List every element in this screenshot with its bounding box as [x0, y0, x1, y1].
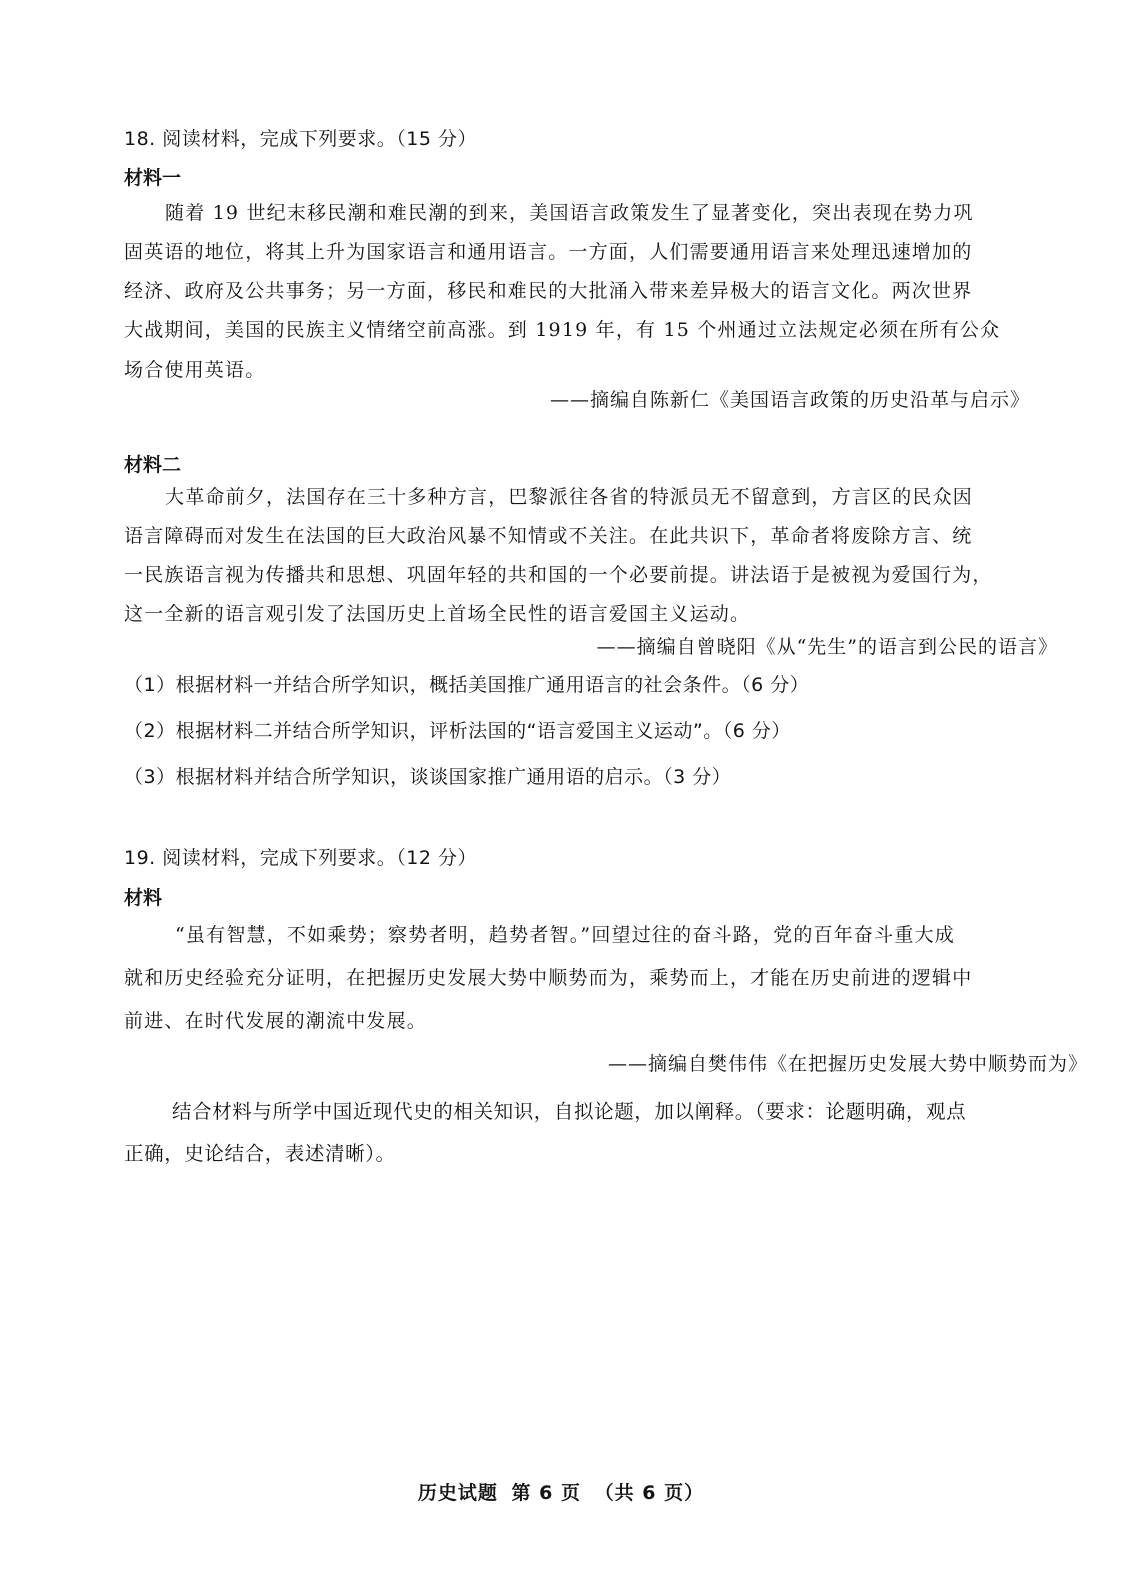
footer-page-number: 第 6 页 [511, 1482, 581, 1504]
q18-question-1: （1）根据材料一并结合所学知识，概括美国推广通用语言的社会条件。（6 分） [124, 674, 810, 696]
q19-material-line: 就和历史经验充分证明，在把握历史发展大势中顺势而为，乘势而上，才能在历史前进的逻辑中 [124, 967, 973, 989]
q18-material1-line: 大战期间，美国的民族主义情绪空前高涨。到 1919 年，有 15 个州通过立法规定必须在所有公众 [124, 319, 1001, 341]
q19-material-label: 材料 [124, 887, 163, 909]
q18-material2-line: 大革命前夕，法国存在三十多种方言，巴黎派往各省的特派员无不留意到，方言区的民众因 [165, 486, 974, 508]
q18-question-2: （2）根据材料二并结合所学知识，评析法国的“语言爱国主义运动”。（6 分） [124, 720, 791, 742]
q18-material1-line: 经济、政府及公共事务；另一方面，移民和难民的大批涌入带来差异极大的语言文化。两次世界 [124, 280, 973, 302]
q18-material2-label: 材料二 [124, 454, 182, 476]
q19-material-line: “虽有智慧，不如乘势；察势者明，趋势者智。”回望过往的奋斗路，党的百年奋斗重大成 [175, 924, 955, 946]
footer-total-pages: （共 6 页） [594, 1482, 705, 1504]
q18-material2-line: 这一全新的语言观引发了法国历史上首场全民性的语言爱国主义运动。 [124, 603, 751, 625]
footer-subject: 历史试题 [417, 1482, 498, 1504]
q18-question-3: （3）根据材料并结合所学知识，谈谈国家推广通用语的启示。（3 分） [124, 766, 732, 788]
q18-material1-line: 场合使用英语。 [124, 359, 266, 381]
q18-material2-source: ——摘编自曾晓阳《从“先生”的语言到公民的语言》 [596, 636, 1058, 658]
q19-title: 19. 阅读材料，完成下列要求。（12 分） [124, 847, 477, 869]
page-footer [0, 1478, 1122, 1505]
q18-material1-source: ——摘编自陈新仁《美国语言政策的历史沿革与启示》 [549, 389, 1030, 411]
q18-material1-line: 随着 19 世纪末移民潮和难民潮的到来，美国语言政策发生了显著变化，突出表现在势力巩 [165, 202, 974, 224]
q18-title: 18. 阅读材料，完成下列要求。（15 分） [124, 128, 477, 150]
q19-task-line: 正确，史论结合，表述清晰）。 [124, 1142, 396, 1165]
q18-material2-line: 一民族语言视为传播共和思想、巩固年轻的共和国的一个必要前提。讲法语于是被视为爱国行为， [124, 564, 993, 586]
q18-material1-label: 材料一 [124, 167, 182, 189]
q18-material1-line: 固英语的地位，将其上升为国家语言和通用语言。一方面，人们需要通用语言来处理迅速增加的 [124, 241, 973, 263]
q18-material2-line: 语言障碍而对发生在法国的巨大政治风暴不知情或不关注。在此共识下，革命者将废除方言、统 [124, 525, 973, 547]
q19-task-line: 结合材料与所学中国近现代史的相关知识，自拟论题，加以阐释。（要求：论题明确，观点 [172, 1100, 967, 1123]
q19-material-source: ——摘编自樊伟伟《在把握历史发展大势中顺势而为》 [607, 1053, 1088, 1075]
q19-material-line: 前进、在时代发展的潮流中发展。 [124, 1010, 428, 1032]
